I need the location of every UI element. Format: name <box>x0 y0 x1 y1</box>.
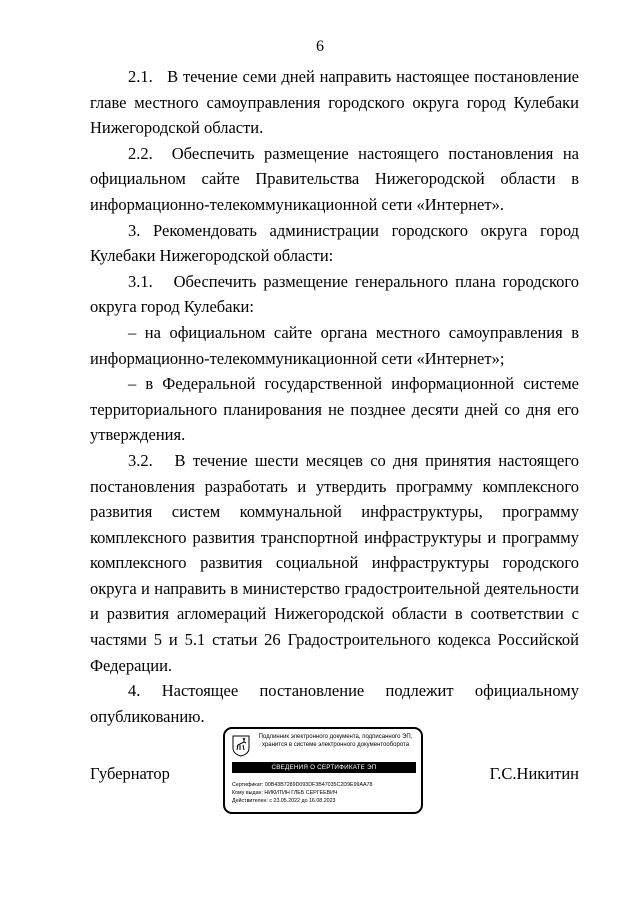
list-item-federal-system: – в Федеральной государственной информационной системе территориального планирования не позднее десяти дней со дня его утверждения. <box>90 374 579 445</box>
paragraph-3-2: 3.2. В течение шести месяцев со дня принятия настоящего постановления разработать и утвердить программу комплексного развития систем коммунальной инфраструктуры, программу комплексного развития транспортной инфраструктуры и программу комплексного развития социальной инфраструктуры городского округа и направить в министерство градостроительной деятельности и развития агломераций Нижегородской области в соответствии с частями 5 и 5.1 статьи 26 Градостроительного кодекса Российской Федерации. <box>90 450 579 675</box>
list-item-official-site: – на официальном сайте органа местного самоуправления в информационно-телекоммуникационной сети «Интернет»; <box>90 322 579 368</box>
electronic-signature-stamp <box>223 727 423 814</box>
paragraph-2-1: 2.1. В течение семи дней направить настоящее постановление главе местного самоуправления городского округа город Кулебаки Нижегородской области. <box>90 67 579 138</box>
paragraph-4: 4. Настоящее постановление подлежит официальному опубликованию. <box>90 681 579 726</box>
paragraph-3-1: 3.1. Обеспечить размещение генерального плана городского округа город Кулебаки: <box>90 271 579 317</box>
certificate-number: Сертификат: 00B43B7289D093DF3B47035C2D9E99AA78 <box>232 782 373 788</box>
document-body <box>90 64 579 729</box>
signatory-title: Губернатор <box>90 764 170 783</box>
signatory-name: Г.С.Никитин <box>489 764 579 783</box>
paragraph-2-2: 2.2. Обеспечить размещение настоящего постановления на официальном сайте Правительства Нижегородской области в информационно-телекоммуникационной сети «Интернет». <box>90 143 579 214</box>
certificate-owner: Кому выдан: НИКИТИН ГЛЕБ СЕРГЕЕВИЧ <box>232 790 338 796</box>
stamp-note-line-2: хранится в системе электронного документооборота <box>261 741 410 748</box>
stamp-note-line-1: Подлинник электронного документа, подписанного ЭП, <box>258 734 413 740</box>
stamp-note <box>253 734 418 749</box>
certificate-validity: Действителен: с 23.05.2022 до 16.08.2023 <box>232 798 336 804</box>
page-number: 6 <box>316 38 324 55</box>
certificate-details <box>232 781 418 805</box>
paragraph-3: 3. Рекомендовать администрации городского округа город Кулебаки Нижегородской области: <box>90 220 579 266</box>
stamp-header: СВЕДЕНИЯ О СЕРТИФИКАТЕ ЭП <box>232 762 416 773</box>
deer-emblem-icon <box>232 735 250 757</box>
